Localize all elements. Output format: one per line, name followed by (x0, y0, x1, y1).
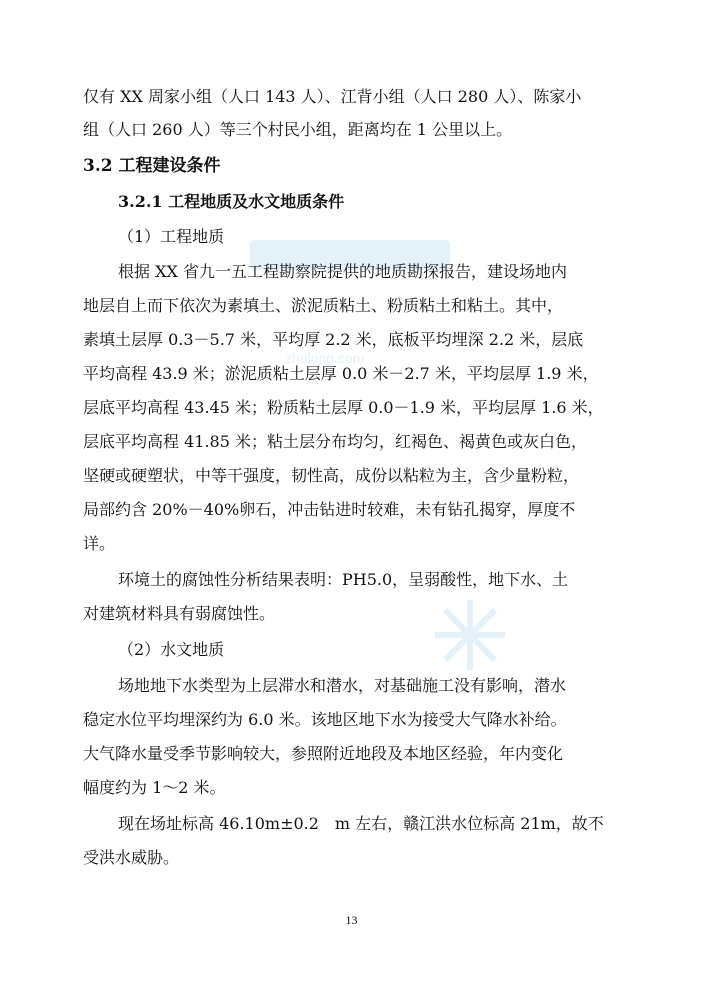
paragraph-line: 仅有 XX 周家小组（人口 143 人）、江背小组（人口 280 人）、陈家小 (83, 87, 582, 106)
section-heading: 3.2 工程建设条件 (83, 156, 221, 176)
paragraph-line: 局部约含 20%－40%卵石，冲击钻进时较难，未有钻孔揭穿，厚度不 (83, 500, 576, 519)
item-heading: （1）工程地质 (118, 227, 225, 246)
paragraph-line: 大气降水量受季节影响较大，参照附近地段及本地区经验，年内变化 (83, 744, 564, 763)
paragraph-line: 详。 (83, 534, 116, 553)
watermark-snowflake-icon (430, 595, 510, 675)
paragraph-line: 素填土层厚 0.3－5.7 米，平均厚 2.2 米，底板平均埋深 2.2 米，层底 (83, 330, 584, 349)
paragraph-line: 层底平均高程 41.85 米；粘土层分布均匀，红褐色、褐黄色或灰白色， (83, 432, 587, 451)
item-heading: （2）水文地质 (118, 640, 225, 659)
paragraph-line: 受洪水威胁。 (83, 848, 180, 867)
paragraph-line: 幅度约为 1～2 米。 (83, 778, 226, 797)
paragraph-line: 稳定水位平均埋深约为 6.0 米。该地区地下水为接受大气降水补给。 (83, 710, 567, 729)
paragraph-line: 环境土的腐蚀性分析结果表明：PH5.0，呈弱酸性，地下水、土 (118, 570, 569, 589)
paragraph-line: 场地地下水类型为上层滞水和潜水，对基础施工没有影响，潜水 (118, 676, 567, 695)
paragraph-line: 根据 XX 省九一五工程勘察院提供的地质勘探报告，建设场地内 (118, 262, 567, 281)
watermark-text: zhulong.com (285, 350, 365, 366)
paragraph-line: 坚硬或硬塑状，中等干强度，韧性高，成份以粘粒为主，含少量粉粒， (83, 466, 580, 485)
paragraph-line: 现在场址标高 46.10m±0.2 m 左右，赣江洪水位标高 21m，故不 (118, 814, 604, 833)
paragraph-line: 地层自上而下依次为素填土、淤泥质粘土、粉质粘土和粘土。其中， (83, 296, 564, 315)
subsection-heading: 3.2.1 工程地质及水文地质条件 (118, 192, 345, 211)
page-number: 13 (345, 913, 358, 927)
paragraph-line: 平均高程 43.9 米；淤泥质粘土层厚 0.0 米－2.7 米，平均层厚 1.9 米， (83, 364, 599, 383)
paragraph-line: 对建筑材料具有弱腐蚀性。 (83, 604, 276, 623)
paragraph-line: 层底平均高程 43.45 米；粉质粘土层厚 0.0－1.9 米，平均层厚 1.6 米， (83, 398, 604, 417)
paragraph-line: 组（人口 260 人）等三个村民小组，距离均在 1 公里以上。 (83, 120, 513, 139)
